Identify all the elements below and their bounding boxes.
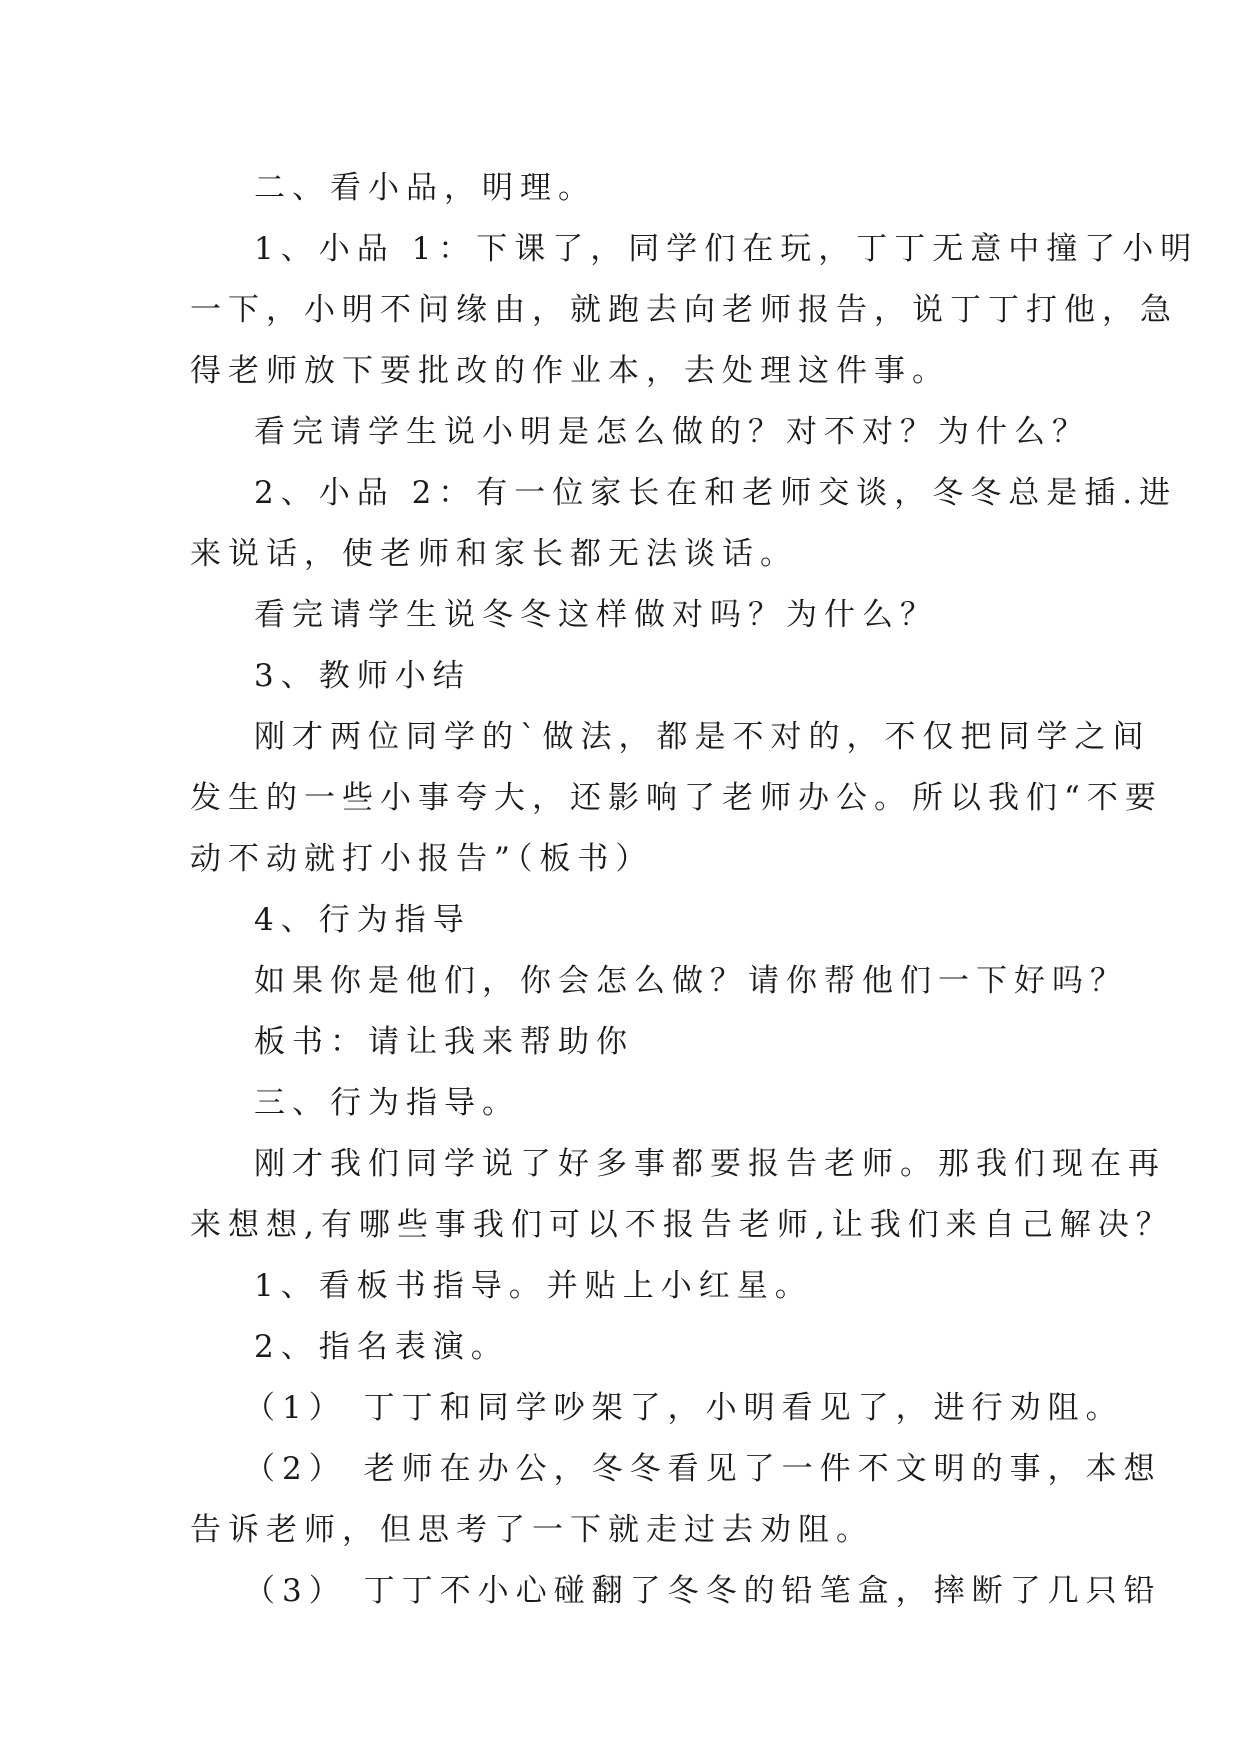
- text-line: 来说话，使老师和家长都无法谈话。: [190, 536, 798, 572]
- text-line: 2、小品 2：有一位家长在和老师交谈，冬冬总是插.进: [254, 475, 1178, 511]
- text-line: 4、行为指导: [254, 902, 471, 938]
- text-line: 来想想,有哪些事我们可以不报告老师,让我们来自己解决？: [190, 1207, 1174, 1243]
- text-line: 二、看小品，明理。: [254, 170, 596, 206]
- text-line: 1、看板书指导。并贴上小红星。: [254, 1268, 813, 1304]
- text-line: 看完请学生说冬冬这样做对吗？为什么？: [254, 597, 938, 633]
- paragraph: [190, 402, 1090, 463]
- paragraph: [190, 1012, 1058, 1073]
- paragraph: [190, 219, 1199, 402]
- paragraph: [190, 585, 1058, 646]
- text-line: 板书：请让我来帮助你: [254, 1024, 634, 1060]
- text-line: 三、行为指导。: [254, 1085, 520, 1121]
- section-heading: [190, 158, 1058, 219]
- paragraph: [190, 1317, 1058, 1378]
- list-item: [190, 1561, 1162, 1622]
- paragraph: [190, 463, 1178, 585]
- paragraph: [190, 1134, 1174, 1256]
- list-item: [190, 1439, 1162, 1561]
- text-line: 告诉老师，但思考了一下就走过去劝阻。: [190, 1512, 874, 1548]
- text-line: （2） 老师在办公，冬冬看见了一件不文明的事，本想: [244, 1451, 1162, 1487]
- section-heading: [190, 1073, 1058, 1134]
- paragraph: [190, 951, 1128, 1012]
- text-line: 刚才我们同学说了好多事都要报告老师。那我们现在再: [254, 1146, 1166, 1182]
- text-line: 得老师放下要批改的作业本，去处理这件事。: [190, 353, 950, 389]
- text-line: 发生的一些小事夸大，还影响了老师办公。所以我们“不要: [190, 780, 1163, 816]
- text-line: 一下，小明不问缘由，就跑去向老师报告，说丁丁打他，急: [190, 292, 1178, 328]
- text-line: （1） 丁丁和同学吵架了，小明看见了，进行劝阻。: [244, 1390, 1124, 1426]
- document-body: [190, 158, 1199, 1622]
- text-line: 刚才两位同学的`做法，都是不对的，不仅把同学之间: [254, 719, 1151, 755]
- text-line: 如果你是他们，你会怎么做？请你帮他们一下好吗？: [254, 963, 1128, 999]
- text-line: 2、指名表演。: [254, 1329, 509, 1365]
- text-line: 动不动就打小报告”（板书）: [190, 841, 654, 877]
- text-line: 3、教师小结: [254, 658, 471, 694]
- text-line: （3） 丁丁不小心碰翻了冬冬的铅笔盒，摔断了几只铅: [244, 1573, 1162, 1609]
- paragraph: [190, 707, 1163, 890]
- text-line: 1、小品 1：下课了，同学们在玩，丁丁无意中撞了小明: [254, 231, 1199, 267]
- text-line: 看完请学生说小明是怎么做的？对不对？为什么？: [254, 414, 1090, 450]
- subheading: [190, 646, 1058, 707]
- paragraph: [190, 1256, 1058, 1317]
- subheading: [190, 890, 1058, 951]
- list-item: [190, 1378, 1124, 1439]
